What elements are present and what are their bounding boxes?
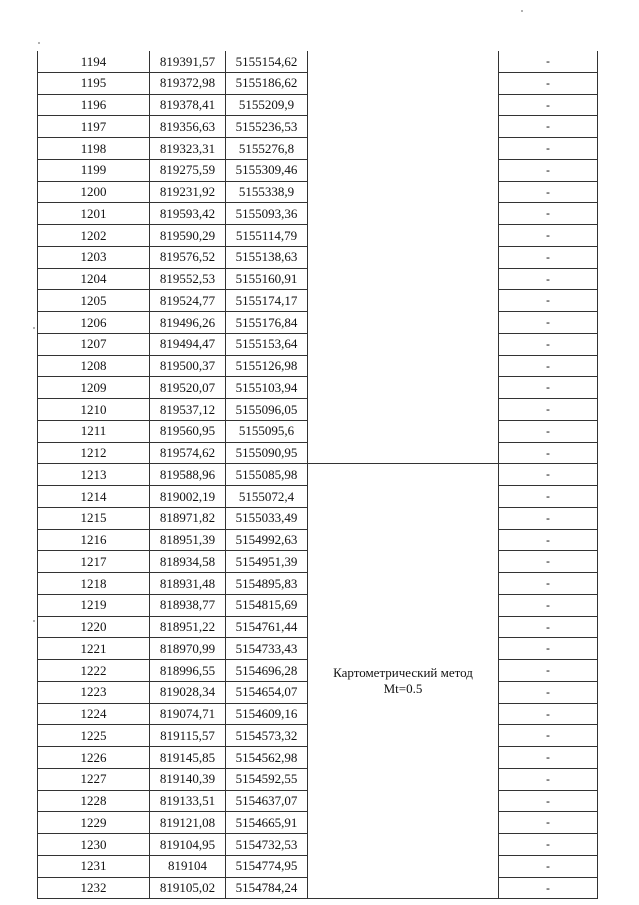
point-number-cell: 1210 bbox=[38, 399, 150, 421]
note-value: - bbox=[546, 423, 550, 438]
point-number-cell: 1202 bbox=[38, 225, 150, 247]
y-coordinate-cell: 5154609,16 bbox=[226, 703, 308, 725]
note-cell bbox=[499, 834, 598, 856]
x-coordinate-cell: 819104,95 bbox=[150, 834, 226, 856]
point-number-cell: 1227 bbox=[38, 768, 150, 790]
point-number-cell: 1194 bbox=[38, 51, 150, 72]
x-coordinate-cell: 819145,85 bbox=[150, 747, 226, 769]
method-cell-empty bbox=[308, 94, 499, 116]
note-value: - bbox=[546, 619, 550, 634]
note-value: - bbox=[546, 532, 550, 547]
method-cell bbox=[308, 464, 499, 899]
point-number-cell: 1228 bbox=[38, 790, 150, 812]
point-number-cell: 1203 bbox=[38, 246, 150, 268]
method-cell-empty bbox=[308, 181, 499, 203]
y-coordinate-cell: 5155072,4 bbox=[226, 486, 308, 508]
point-number-cell: 1211 bbox=[38, 420, 150, 442]
y-coordinate-cell: 5154951,39 bbox=[226, 551, 308, 573]
note-cell bbox=[499, 573, 598, 595]
method-cell-empty bbox=[308, 159, 499, 181]
y-coordinate-cell: 5154992,63 bbox=[226, 529, 308, 551]
table-row bbox=[38, 268, 598, 290]
note-cell bbox=[499, 507, 598, 529]
note-cell bbox=[499, 203, 598, 225]
x-coordinate-cell: 819576,52 bbox=[150, 246, 226, 268]
point-number-cell: 1196 bbox=[38, 94, 150, 116]
note-cell bbox=[499, 399, 598, 421]
y-coordinate-cell: 5154774,95 bbox=[226, 855, 308, 877]
point-number-cell: 1205 bbox=[38, 290, 150, 312]
table-row bbox=[38, 225, 598, 247]
note-value: - bbox=[546, 141, 550, 156]
x-coordinate-cell: 819121,08 bbox=[150, 812, 226, 834]
point-number-cell: 1208 bbox=[38, 355, 150, 377]
table-row bbox=[38, 138, 598, 160]
y-coordinate-cell: 5155033,49 bbox=[226, 507, 308, 529]
point-number-cell: 1220 bbox=[38, 616, 150, 638]
point-number-cell: 1221 bbox=[38, 638, 150, 660]
note-cell bbox=[499, 355, 598, 377]
note-value: - bbox=[546, 554, 550, 569]
table-row bbox=[38, 51, 598, 72]
method-cell-empty bbox=[308, 312, 499, 334]
x-coordinate-cell: 819496,26 bbox=[150, 312, 226, 334]
note-value: - bbox=[546, 815, 550, 830]
note-value: - bbox=[546, 228, 550, 243]
y-coordinate-cell: 5154784,24 bbox=[226, 877, 308, 899]
note-cell bbox=[499, 464, 598, 486]
table-row bbox=[38, 377, 598, 399]
y-coordinate-cell: 5155160,91 bbox=[226, 268, 308, 290]
x-coordinate-cell: 818951,22 bbox=[150, 616, 226, 638]
x-coordinate-cell: 819537,12 bbox=[150, 399, 226, 421]
x-coordinate-cell: 819494,47 bbox=[150, 333, 226, 355]
y-coordinate-cell: 5155138,63 bbox=[226, 246, 308, 268]
note-value: - bbox=[546, 336, 550, 351]
note-value: - bbox=[546, 358, 550, 373]
table-row bbox=[38, 203, 598, 225]
x-coordinate-cell: 819372,98 bbox=[150, 72, 226, 94]
note-cell bbox=[499, 660, 598, 682]
note-value: - bbox=[546, 576, 550, 591]
y-coordinate-cell: 5154761,44 bbox=[226, 616, 308, 638]
y-coordinate-cell: 5155114,79 bbox=[226, 225, 308, 247]
note-value: - bbox=[546, 271, 550, 286]
x-coordinate-cell: 819574,62 bbox=[150, 442, 226, 464]
point-number-cell: 1223 bbox=[38, 681, 150, 703]
note-cell bbox=[499, 333, 598, 355]
y-coordinate-cell: 5155153,64 bbox=[226, 333, 308, 355]
x-coordinate-cell: 818931,48 bbox=[150, 573, 226, 595]
x-coordinate-cell: 818970,99 bbox=[150, 638, 226, 660]
y-coordinate-cell: 5155126,98 bbox=[226, 355, 308, 377]
note-value: - bbox=[546, 728, 550, 743]
y-coordinate-cell: 5155236,53 bbox=[226, 116, 308, 138]
point-number-cell: 1222 bbox=[38, 660, 150, 682]
note-cell bbox=[499, 246, 598, 268]
y-coordinate-cell: 5154592,55 bbox=[226, 768, 308, 790]
x-coordinate-cell: 818934,58 bbox=[150, 551, 226, 573]
y-coordinate-cell: 5155276,8 bbox=[226, 138, 308, 160]
table-row bbox=[38, 159, 598, 181]
note-value: - bbox=[546, 597, 550, 612]
x-coordinate-cell: 818938,77 bbox=[150, 594, 226, 616]
method-name-text: Картометрический метод bbox=[333, 665, 473, 681]
x-coordinate-cell: 819593,42 bbox=[150, 203, 226, 225]
y-coordinate-cell: 5155338,9 bbox=[226, 181, 308, 203]
note-value: - bbox=[546, 293, 550, 308]
y-coordinate-cell: 5155176,84 bbox=[226, 312, 308, 334]
method-cell-empty bbox=[308, 116, 499, 138]
note-cell bbox=[499, 529, 598, 551]
y-coordinate-cell: 5154732,53 bbox=[226, 834, 308, 856]
point-number-cell: 1229 bbox=[38, 812, 150, 834]
method-cell-empty bbox=[308, 225, 499, 247]
note-value: - bbox=[546, 663, 550, 678]
x-coordinate-cell: 819524,77 bbox=[150, 290, 226, 312]
point-number-cell: 1217 bbox=[38, 551, 150, 573]
y-coordinate-cell: 5154573,32 bbox=[226, 725, 308, 747]
note-cell bbox=[499, 94, 598, 116]
note-cell bbox=[499, 638, 598, 660]
note-value: - bbox=[546, 97, 550, 112]
x-coordinate-cell: 819074,71 bbox=[150, 703, 226, 725]
point-number-cell: 1219 bbox=[38, 594, 150, 616]
note-cell bbox=[499, 420, 598, 442]
note-value: - bbox=[546, 641, 550, 656]
x-coordinate-cell: 818996,55 bbox=[150, 660, 226, 682]
y-coordinate-cell: 5155096,05 bbox=[226, 399, 308, 421]
note-cell bbox=[499, 72, 598, 94]
y-coordinate-cell: 5155209,9 bbox=[226, 94, 308, 116]
note-cell bbox=[499, 486, 598, 508]
note-cell bbox=[499, 855, 598, 877]
point-number-cell: 1197 bbox=[38, 116, 150, 138]
note-value: - bbox=[546, 380, 550, 395]
note-value: - bbox=[546, 467, 550, 482]
x-coordinate-cell: 819590,29 bbox=[150, 225, 226, 247]
note-value: - bbox=[546, 858, 550, 873]
note-value: - bbox=[546, 445, 550, 460]
point-number-cell: 1199 bbox=[38, 159, 150, 181]
coordinates-table bbox=[37, 51, 598, 899]
x-coordinate-cell: 819105,02 bbox=[150, 877, 226, 899]
note-cell bbox=[499, 116, 598, 138]
note-cell bbox=[499, 138, 598, 160]
y-coordinate-cell: 5154815,69 bbox=[226, 594, 308, 616]
table-row bbox=[38, 355, 598, 377]
note-value: - bbox=[546, 750, 550, 765]
note-cell bbox=[499, 225, 598, 247]
table-row bbox=[38, 290, 598, 312]
y-coordinate-cell: 5154895,83 bbox=[226, 573, 308, 595]
note-cell bbox=[499, 790, 598, 812]
point-number-cell: 1195 bbox=[38, 72, 150, 94]
note-cell bbox=[499, 703, 598, 725]
method-cell-empty bbox=[308, 268, 499, 290]
note-cell bbox=[499, 812, 598, 834]
note-value: - bbox=[546, 684, 550, 699]
method-cell-empty bbox=[308, 138, 499, 160]
y-coordinate-cell: 5154696,28 bbox=[226, 660, 308, 682]
table-row bbox=[38, 312, 598, 334]
x-coordinate-cell: 819520,07 bbox=[150, 377, 226, 399]
point-number-cell: 1226 bbox=[38, 747, 150, 769]
note-value: - bbox=[546, 706, 550, 721]
x-coordinate-cell: 819028,34 bbox=[150, 681, 226, 703]
method-cell-empty bbox=[308, 290, 499, 312]
note-value: - bbox=[546, 837, 550, 852]
y-coordinate-cell: 5155095,6 bbox=[226, 420, 308, 442]
method-cell-empty bbox=[308, 203, 499, 225]
note-cell bbox=[499, 181, 598, 203]
point-number-cell: 1216 bbox=[38, 529, 150, 551]
note-value: - bbox=[546, 206, 550, 221]
note-cell bbox=[499, 290, 598, 312]
table-row bbox=[38, 333, 598, 355]
y-coordinate-cell: 5154733,43 bbox=[226, 638, 308, 660]
y-coordinate-cell: 5155085,98 bbox=[226, 464, 308, 486]
point-number-cell: 1230 bbox=[38, 834, 150, 856]
table-row bbox=[38, 464, 598, 486]
scan-speck bbox=[33, 620, 35, 622]
y-coordinate-cell: 5154654,07 bbox=[226, 681, 308, 703]
note-value: - bbox=[546, 75, 550, 90]
x-coordinate-cell: 819391,57 bbox=[150, 51, 226, 72]
point-number-cell: 1209 bbox=[38, 377, 150, 399]
coordinates-table-body bbox=[38, 51, 598, 899]
y-coordinate-cell: 5155186,62 bbox=[226, 72, 308, 94]
x-coordinate-cell: 819552,53 bbox=[150, 268, 226, 290]
note-cell bbox=[499, 377, 598, 399]
y-coordinate-cell: 5154665,91 bbox=[226, 812, 308, 834]
x-coordinate-cell: 819133,51 bbox=[150, 790, 226, 812]
note-cell bbox=[499, 442, 598, 464]
note-value: - bbox=[546, 489, 550, 504]
note-cell bbox=[499, 51, 598, 72]
method-cell-empty bbox=[308, 420, 499, 442]
note-value: - bbox=[546, 184, 550, 199]
scan-speck bbox=[38, 42, 40, 44]
x-coordinate-cell: 819104 bbox=[150, 855, 226, 877]
method-cell-empty bbox=[308, 355, 499, 377]
point-number-cell: 1213 bbox=[38, 464, 150, 486]
note-cell bbox=[499, 268, 598, 290]
x-coordinate-cell: 819115,57 bbox=[150, 725, 226, 747]
point-number-cell: 1215 bbox=[38, 507, 150, 529]
table-row bbox=[38, 246, 598, 268]
point-number-cell: 1204 bbox=[38, 268, 150, 290]
point-number-cell: 1231 bbox=[38, 855, 150, 877]
y-coordinate-cell: 5155174,17 bbox=[226, 290, 308, 312]
note-cell bbox=[499, 616, 598, 638]
table-row bbox=[38, 399, 598, 421]
x-coordinate-cell: 819323,31 bbox=[150, 138, 226, 160]
note-value: - bbox=[546, 315, 550, 330]
note-value: - bbox=[546, 402, 550, 417]
point-number-cell: 1201 bbox=[38, 203, 150, 225]
y-coordinate-cell: 5155090,95 bbox=[226, 442, 308, 464]
note-value: - bbox=[546, 793, 550, 808]
x-coordinate-cell: 819275,59 bbox=[150, 159, 226, 181]
y-coordinate-cell: 5154562,98 bbox=[226, 747, 308, 769]
note-cell bbox=[499, 877, 598, 899]
x-coordinate-cell: 819356,63 bbox=[150, 116, 226, 138]
point-number-cell: 1212 bbox=[38, 442, 150, 464]
note-value: - bbox=[546, 54, 550, 69]
note-value: - bbox=[546, 771, 550, 786]
x-coordinate-cell: 819002,19 bbox=[150, 486, 226, 508]
note-value: - bbox=[546, 880, 550, 895]
table-row bbox=[38, 181, 598, 203]
y-coordinate-cell: 5155093,36 bbox=[226, 203, 308, 225]
table-row bbox=[38, 442, 598, 464]
table-row bbox=[38, 94, 598, 116]
point-number-cell: 1214 bbox=[38, 486, 150, 508]
y-coordinate-cell: 5154637,07 bbox=[226, 790, 308, 812]
method-cell-empty bbox=[308, 51, 499, 72]
note-value: - bbox=[546, 162, 550, 177]
point-number-cell: 1224 bbox=[38, 703, 150, 725]
note-cell bbox=[499, 159, 598, 181]
scan-speck bbox=[33, 327, 35, 329]
x-coordinate-cell: 819378,41 bbox=[150, 94, 226, 116]
method-cell-empty bbox=[308, 399, 499, 421]
method-cell-empty bbox=[308, 442, 499, 464]
x-coordinate-cell: 818971,82 bbox=[150, 507, 226, 529]
method-cell-empty bbox=[308, 377, 499, 399]
table-row bbox=[38, 116, 598, 138]
point-number-cell: 1218 bbox=[38, 573, 150, 595]
point-number-cell: 1232 bbox=[38, 877, 150, 899]
y-coordinate-cell: 5155154,62 bbox=[226, 51, 308, 72]
x-coordinate-cell: 819560,95 bbox=[150, 420, 226, 442]
x-coordinate-cell: 819140,39 bbox=[150, 768, 226, 790]
note-cell bbox=[499, 768, 598, 790]
note-cell bbox=[499, 312, 598, 334]
table-row bbox=[38, 72, 598, 94]
point-number-cell: 1225 bbox=[38, 725, 150, 747]
note-cell bbox=[499, 594, 598, 616]
y-coordinate-cell: 5155309,46 bbox=[226, 159, 308, 181]
point-number-cell: 1198 bbox=[38, 138, 150, 160]
note-cell bbox=[499, 747, 598, 769]
note-value: - bbox=[546, 249, 550, 264]
method-accuracy-text: Mt=0.5 bbox=[383, 681, 423, 697]
note-cell bbox=[499, 551, 598, 573]
x-coordinate-cell: 819231,92 bbox=[150, 181, 226, 203]
x-coordinate-cell: 818951,39 bbox=[150, 529, 226, 551]
method-cell-empty bbox=[308, 246, 499, 268]
note-value: - bbox=[546, 119, 550, 134]
method-cell-empty bbox=[308, 72, 499, 94]
method-cell-empty bbox=[308, 333, 499, 355]
table-row bbox=[38, 420, 598, 442]
note-value: - bbox=[546, 510, 550, 525]
note-cell bbox=[499, 725, 598, 747]
point-number-cell: 1200 bbox=[38, 181, 150, 203]
x-coordinate-cell: 819588,96 bbox=[150, 464, 226, 486]
scan-speck bbox=[521, 10, 523, 12]
point-number-cell: 1207 bbox=[38, 333, 150, 355]
y-coordinate-cell: 5155103,94 bbox=[226, 377, 308, 399]
note-cell bbox=[499, 681, 598, 703]
point-number-cell: 1206 bbox=[38, 312, 150, 334]
x-coordinate-cell: 819500,37 bbox=[150, 355, 226, 377]
